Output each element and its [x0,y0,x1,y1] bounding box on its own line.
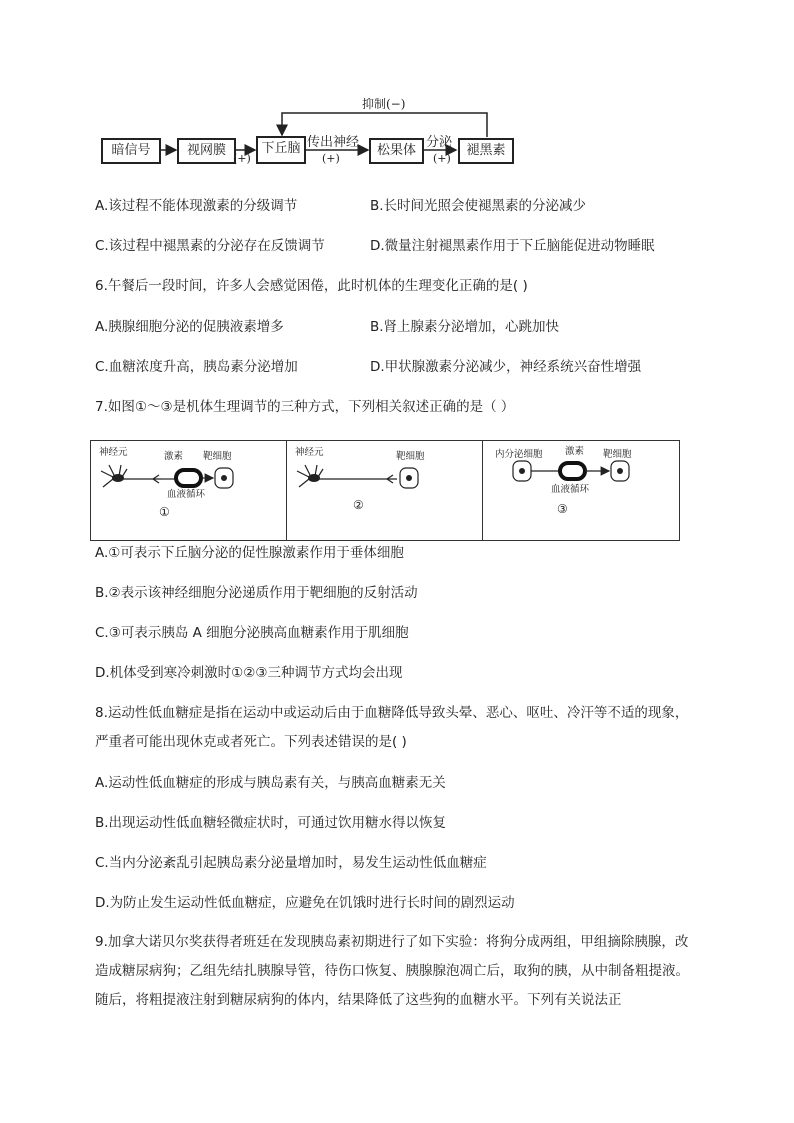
q7-option-a: A.①可表示下丘脑分泌的促性腺激素作用于垂体细胞 [95,545,404,561]
panel1-number: ① [159,505,170,519]
q7-panel-2 [286,440,483,541]
flow-node-pineal: 松果体 [369,138,424,164]
flow-label-secrete: 分泌 [426,135,453,150]
q7-option-c: C.③可表示胰岛 A 细胞分泌胰高血糖素作用于肌细胞 [95,625,409,641]
q8-option-a: A.运动性低血糖症的形成与胰岛素有关，与胰高血糖素无关 [95,775,446,791]
q6-stem: 6.午餐后一段时间，许多人会感觉困倦，此时机体的生理变化正确的是( ) [95,278,528,294]
q8-option-b: B.出现运动性低血糖轻微症状时，可通过饮用糖水得以恢复 [95,815,447,831]
q7-option-d: D.机体受到寒冷刺激时①②③三种调节方式均会出现 [95,665,403,681]
q5-option-a: A.该过程不能体现激素的分级调节 [95,198,298,214]
q8-option-d: D.为防止发生运动性低血糖症，应避免在饥饿时进行长时间的剧烈运动 [95,895,515,911]
q7-stem: 7.如图①～③是机体生理调节的三种方式，下列相关叙述正确的是（ ） [95,399,515,415]
q8-option-c: C.当内分泌紊乱引起胰岛素分泌量增加时，易发生运动性低血糖症 [95,855,487,871]
panel1-target-label: 靶细胞 [203,451,232,462]
panel3-number: ③ [557,502,568,516]
panel3-endocrine-label: 内分泌细胞 [495,449,543,460]
panel3-blood-label: 血液循环 [551,484,590,495]
q9-stem: 9.加拿大诺贝尔奖获得者班廷在发现胰岛素初期进行了如下实验：将狗分成两组，甲组摘除胰腺，改造成糖尿病狗；乙组先结扎胰腺导管，待伤口恢复、胰腺腺泡凋亡后，取狗的胰，从中制备粗提液。随后，将粗提液注射到糖尿病狗的体内，结果降低了这些狗的血糖水平。下列有关说法正 [95,934,689,1008]
q6-option-b: B.肾上腺素分泌增加，心跳加快 [370,319,560,335]
q7-panel-1 [90,440,287,541]
flow-sign: (+) [433,152,451,165]
panel1-hormone-label: 激素 [164,451,184,462]
panel1-neuron-label: 神经元 [99,447,128,458]
flow-sign: (+) [233,152,251,165]
flow-sign: (+) [322,152,340,165]
flow-node-dark-signal: 暗信号 [101,138,161,164]
q7-panel-3 [482,440,680,541]
panel1-blood-label: 血液循环 [167,489,206,500]
flow-feedback-label: 抑制(−) [362,97,406,111]
panel3-target-label: 靶细胞 [603,449,632,460]
panel2-number: ② [353,498,364,512]
panel3-hormone-label: 激素 [565,446,585,457]
q5-option-c: C.该过程中褪黑素的分泌存在反馈调节 [95,238,325,254]
flow-node-retina: 视网膜 [177,138,236,164]
q8-stem: 8.运动性低血糖症是指在运动中或运动后由于血糖降低导致头晕、恶心、呕吐、冷汗等不适的现象，严重者可能出现休克或者死亡。下列表述错误的是( ) [95,705,689,750]
q6-option-c: C.血糖浓度升高，胰岛素分泌增加 [95,359,298,375]
q5-option-b: B.长时间光照会使褪黑素的分泌减少 [370,198,587,214]
q7-option-b: B.②表示该神经细胞分泌递质作用于靶细胞的反射活动 [95,585,418,601]
q6-option-d: D.甲状腺激素分泌减少，神经系统兴奋性增强 [370,359,642,375]
panel2-neuron-label: 神经元 [295,447,324,458]
q6-option-a: A.胰腺细胞分泌的促胰液素增多 [95,319,284,335]
panel2-target-label: 靶细胞 [396,451,425,462]
q5-option-d: D.微量注射褪黑素作用于下丘脑能促进动物睡眠 [370,238,655,254]
flow-node-melatonin: 褪黑素 [458,138,514,164]
flow-label-efferent: 传出神经 [307,135,360,150]
flow-node-hypothalamus: 下丘脑 [256,136,306,164]
